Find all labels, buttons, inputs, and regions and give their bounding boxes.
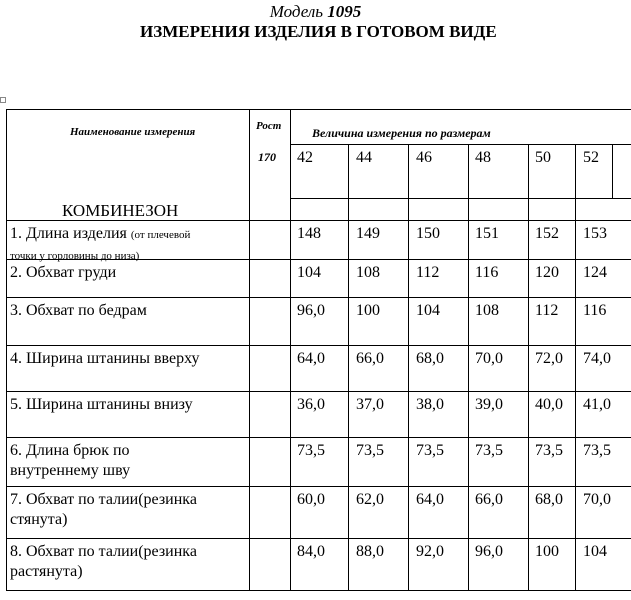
table-left-border [6, 109, 7, 590]
table-cell-value: 84,0 [297, 543, 325, 560]
table-cell-value: 100 [356, 302, 380, 319]
table-cell-value: 152 [535, 225, 559, 242]
table-cell-value: 64,0 [297, 350, 325, 367]
table-cell-value: 40,0 [535, 396, 563, 413]
measurement-name-line1: 2. Обхват груди [10, 264, 117, 281]
measurement-name-line2: растянута) [10, 563, 83, 580]
table-cell-value: 62,0 [356, 491, 384, 508]
model-label: Модель [269, 2, 324, 21]
table-cell-value: 153 [583, 225, 607, 242]
table-cell-value: 37,0 [356, 396, 384, 413]
table-cell-value: 100 [535, 543, 559, 560]
table-cell-value: 39,0 [475, 396, 503, 413]
column-divider [408, 144, 409, 590]
table-bottom-border [6, 590, 631, 591]
row-divider [6, 391, 631, 392]
table-cell-value: 73,5 [535, 442, 563, 459]
header-name: Наименование измерения [70, 126, 196, 138]
measurement-name-line2: внутреннему шву [10, 462, 131, 479]
column-divider [575, 144, 576, 590]
table-cell-value: 104 [416, 302, 440, 319]
measurement-name-line2: точки у горловины до низа) [10, 250, 140, 262]
row-divider [6, 486, 631, 487]
table-cell-value: 66,0 [475, 491, 503, 508]
table-cell-value: 150 [416, 225, 440, 242]
table-cell-value: 151 [475, 225, 499, 242]
table-cell-value: 68,0 [416, 350, 444, 367]
size-header-48: 48 [475, 149, 491, 166]
table-cell-value: 68,0 [535, 491, 563, 508]
measurement-name-line1: 1. Длина изделия [10, 225, 127, 242]
measurement-name-line1: 8. Обхват по талии(резинка [10, 543, 197, 560]
column-divider [348, 144, 349, 590]
table-cell-value: 116 [475, 264, 499, 281]
table-cell-value: 104 [297, 264, 321, 281]
row-divider [6, 345, 631, 346]
column-divider [290, 109, 291, 590]
measurement-name-line1: 7. Обхват по талии(резинка [10, 491, 197, 508]
size-header-52: 52 [583, 149, 599, 166]
column-divider [612, 144, 613, 198]
table-cell-value: 124 [583, 264, 607, 281]
size-header-42: 42 [297, 149, 313, 166]
column-divider [468, 144, 469, 590]
table-top-border [6, 109, 631, 110]
table-cell-value: 72,0 [535, 350, 563, 367]
measurement-name [10, 349, 199, 369]
measurement-name-line1: 4. Ширина штанины вверху [10, 350, 200, 367]
table-cell-value: 96,0 [297, 302, 325, 319]
page-title: ИЗМЕРЕНИЯ ИЗДЕЛИЯ В ГОТОВОМ ВИДЕ [140, 22, 497, 41]
header-rost-value: 170 [258, 150, 276, 164]
measurement-name [10, 395, 193, 415]
header-sizes-caption: Величина измерения по размерам [312, 126, 491, 140]
section-title: КОМБИНЕЗОН [62, 201, 179, 220]
measurement-name [10, 441, 130, 481]
sizes-header-divider [290, 144, 631, 145]
table-cell-value: 104 [583, 543, 607, 560]
table-cell-value: 108 [475, 302, 499, 319]
table-cell-value: 92,0 [416, 543, 444, 560]
table-cell-value: 73,5 [475, 442, 503, 459]
measurement-name [10, 490, 197, 530]
header-rost: Рост [256, 120, 282, 132]
table-cell-value: 88,0 [356, 543, 384, 560]
table-cell-value: 64,0 [416, 491, 444, 508]
table-cell-value: 73,5 [297, 442, 325, 459]
model-number: 1095 [327, 2, 362, 21]
table-cell-value: 148 [297, 225, 321, 242]
row-divider [6, 437, 631, 438]
table-cell-value: 73,5 [356, 442, 384, 459]
header-bottom-border [290, 198, 631, 199]
table-cell-value: 70,0 [583, 491, 611, 508]
measurement-name [10, 263, 116, 283]
table-cell-value: 38,0 [416, 396, 444, 413]
table-cell-value: 73,5 [583, 442, 611, 459]
table-cell-value: 112 [416, 264, 440, 281]
table-cell-value: 36,0 [297, 396, 325, 413]
measurement-name [10, 301, 147, 321]
row-divider [6, 297, 631, 298]
table-cell-value: 112 [535, 302, 559, 319]
measurement-name-line1: 5. Ширина штанины внизу [10, 396, 193, 413]
row-divider [6, 538, 631, 539]
measurement-note: (от плечевой [130, 229, 191, 241]
column-divider [249, 109, 250, 590]
table-cell-value: 108 [356, 264, 380, 281]
size-header-46: 46 [416, 149, 432, 166]
measurement-name [10, 542, 197, 582]
table-cell-value: 66,0 [356, 350, 384, 367]
size-header-44: 44 [356, 149, 372, 166]
table-cell-value: 41,0 [583, 396, 611, 413]
table-cell-value: 70,0 [475, 350, 503, 367]
table-cell-value: 60,0 [297, 491, 325, 508]
table-cell-value: 120 [535, 264, 559, 281]
measurement-name-line1: 3. Обхват по бедрам [10, 302, 147, 319]
size-header-50: 50 [535, 149, 551, 166]
table-cell-value: 73,5 [416, 442, 444, 459]
column-divider [528, 144, 529, 590]
table-cell-value: 116 [583, 302, 607, 319]
measurement-name-line1: 6. Длина брюк по [10, 442, 130, 459]
table-cell-value: 149 [356, 225, 380, 242]
table-cell-value: 96,0 [475, 543, 503, 560]
measurement-name-line2: стянута) [10, 511, 68, 528]
measurement-name [10, 224, 190, 265]
table-cell-value: 74,0 [583, 350, 611, 367]
